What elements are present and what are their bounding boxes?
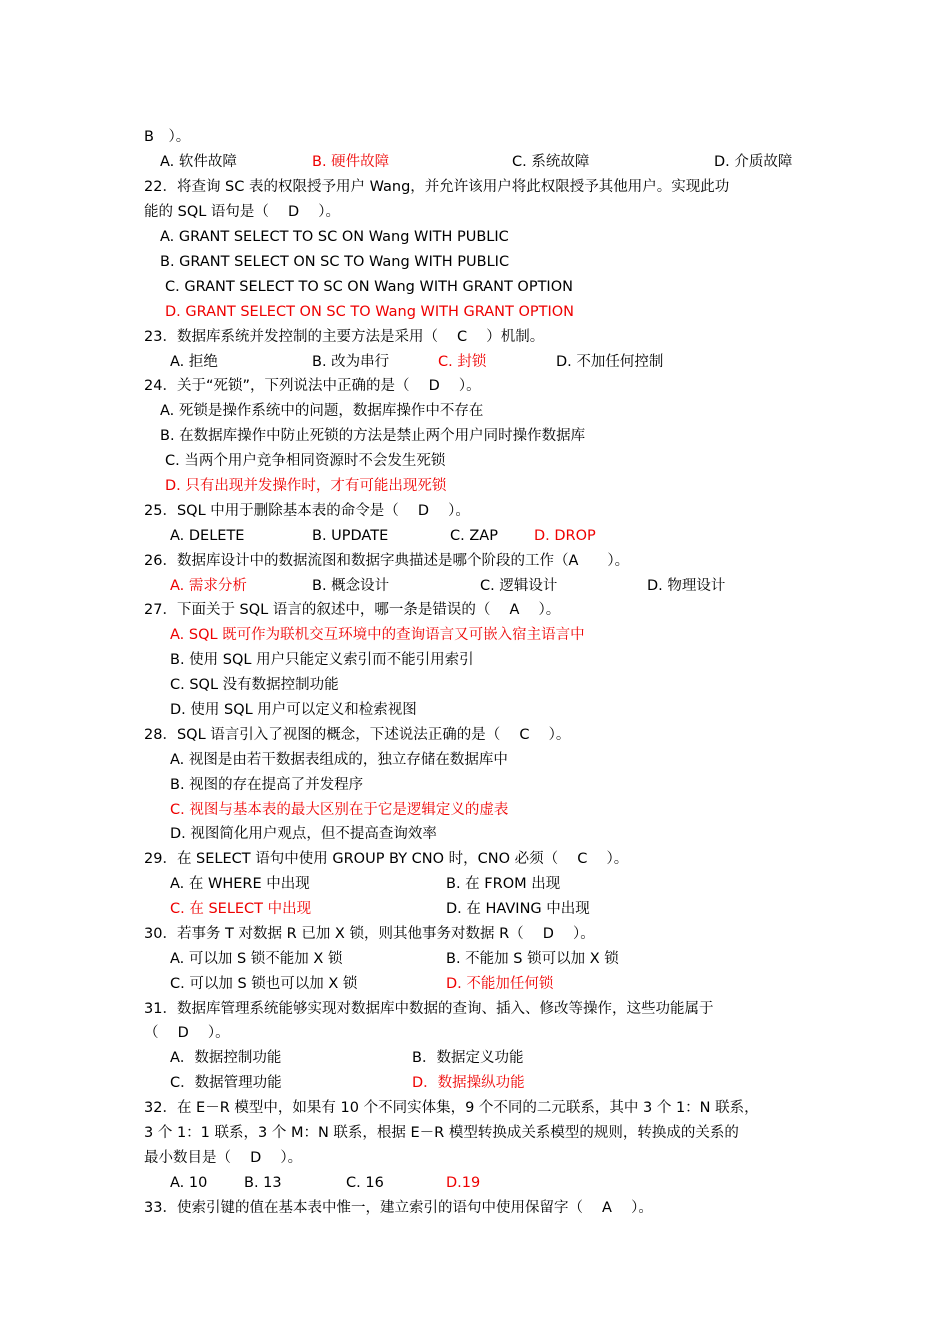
text-line bbox=[0, 225, 950, 250]
question-text: C．数据管理功能 bbox=[170, 1074, 282, 1091]
question-text: A．数据控制功能 bbox=[170, 1049, 282, 1066]
text-line bbox=[0, 897, 950, 922]
question-text: B. 在数据库操作中防止死锁的方法是禁止两个用户同时操作数据库 bbox=[160, 427, 586, 444]
question-text: C. 逻辑设计 bbox=[480, 577, 558, 594]
question-text: A. 死锁是操作系统中的问题，数据库操作中不存在 bbox=[160, 402, 484, 419]
answer-text: B. 硬件故障 bbox=[312, 153, 390, 170]
question-text: B. GRANT SELECT ON SC TO Wang WITH PUBLIC bbox=[160, 253, 510, 270]
question-text: A. GRANT SELECT TO SC ON Wang WITH PUBLIC bbox=[160, 228, 509, 245]
question-text: B．数据定义功能 bbox=[412, 1049, 524, 1066]
text-line bbox=[0, 549, 950, 574]
question-text: 31．数据库管理系统能够实现对数据库中数据的查询、插入、修改等操作，这些功能属于 bbox=[144, 1000, 714, 1017]
text-line bbox=[0, 1146, 950, 1171]
question-text: 3 个 1：1 联系，3 个 M：N 联系，根据 E－R 模型转换成关系模型的规则，转换成的关系的 bbox=[144, 1124, 739, 1141]
text-line bbox=[0, 798, 950, 823]
text-line bbox=[0, 424, 950, 449]
question-text: 33．使索引键的值在基本表中惟一，建立索引的语句中使用保留字（ A ）。 bbox=[144, 1199, 653, 1216]
question-text: C. 系统故障 bbox=[512, 153, 590, 170]
text-line bbox=[0, 822, 950, 847]
answer-text: A. 需求分析 bbox=[170, 577, 247, 594]
text-line bbox=[0, 623, 950, 648]
question-text: A. DELETE bbox=[170, 527, 245, 544]
question-text: 26．数据库设计中的数据流图和数据字典描述是哪个阶段的工作（A ）。 bbox=[144, 552, 630, 569]
question-text: B. UPDATE bbox=[312, 527, 389, 544]
text-line bbox=[0, 1071, 950, 1096]
answer-text: D. 不能加任何锁 bbox=[446, 975, 554, 992]
question-text: B. 视图的存在提高了并发程序 bbox=[170, 776, 364, 793]
text-line bbox=[0, 648, 950, 673]
question-text: A. 视图是由若干数据表组成的，独立存储在数据库中 bbox=[170, 751, 508, 768]
question-text: 29．在 SELECT 语句中使用 GROUP BY CNO 时，CNO 必须（ C ）。 bbox=[144, 850, 629, 867]
text-line bbox=[0, 598, 950, 623]
question-text: 能的 SQL 语句是（ D ）。 bbox=[144, 203, 341, 220]
text-line bbox=[0, 200, 950, 225]
question-text: A. 在 WHERE 中出现 bbox=[170, 875, 310, 892]
text-line bbox=[0, 175, 950, 200]
answer-text: C. 在 SELECT 中出现 bbox=[170, 900, 312, 917]
question-text: B. 使用 SQL 用户只能定义索引而不能引用索引 bbox=[170, 651, 474, 668]
question-text: 24．关于“死锁”，下列说法中正确的是（ D ）。 bbox=[144, 377, 481, 394]
answer-text: C. 视图与基本表的最大区别在于它是逻辑定义的虚表 bbox=[170, 801, 509, 818]
text-line bbox=[0, 399, 950, 424]
text-line bbox=[0, 374, 950, 399]
answer-text: C. 封锁 bbox=[438, 353, 487, 370]
question-text: B. 不能加 S 锁可以加 X 锁 bbox=[446, 950, 619, 967]
text-line bbox=[0, 1096, 950, 1121]
question-text: （ D ）。 bbox=[144, 1024, 230, 1041]
question-text: B. 改为串行 bbox=[312, 353, 390, 370]
text-line bbox=[0, 972, 950, 997]
question-text: B. 概念设计 bbox=[312, 577, 390, 594]
text-line bbox=[0, 922, 950, 947]
text-line bbox=[0, 947, 950, 972]
text-line bbox=[0, 275, 950, 300]
question-text: B ）。 bbox=[144, 128, 191, 145]
text-line bbox=[0, 1046, 950, 1071]
answer-text: D．数据操纵功能 bbox=[412, 1074, 525, 1091]
question-text: 23．数据库系统并发控制的主要方法是采用（ C ）机制。 bbox=[144, 328, 545, 345]
text-line bbox=[0, 325, 950, 350]
answer-text: D. GRANT SELECT ON SC TO Wang WITH GRANT OPTION bbox=[165, 303, 575, 320]
text-line bbox=[0, 847, 950, 872]
question-text: B. 在 FROM 出现 bbox=[446, 875, 561, 892]
question-text: D. 使用 SQL 用户可以定义和检索视图 bbox=[170, 701, 417, 718]
text-line bbox=[0, 872, 950, 897]
question-text: C. 当两个用户竞争相同资源时不会发生死锁 bbox=[165, 452, 446, 469]
answer-text: D. DROP bbox=[534, 527, 596, 544]
question-text: D. 视图简化用户观点，但不提高查询效率 bbox=[170, 825, 437, 842]
question-text: 30．若事务 T 对数据 R 已加 X 锁，则其他事务对数据 R（ D ）。 bbox=[144, 925, 595, 942]
text-line bbox=[0, 698, 950, 723]
text-line bbox=[0, 150, 950, 175]
text-line bbox=[0, 1021, 950, 1046]
text-line bbox=[0, 673, 950, 698]
text-line bbox=[0, 350, 950, 375]
question-text: D. 不加任何控制 bbox=[556, 353, 664, 370]
answer-text: A. SQL 既可作为联机交互环境中的查询语言又可嵌入宿主语言中 bbox=[170, 626, 585, 643]
question-text: 27．下面关于 SQL 语言的叙述中，哪一条是错误的（ A ）。 bbox=[144, 601, 561, 618]
question-text: C. 16 bbox=[346, 1174, 384, 1191]
question-text: C. GRANT SELECT TO SC ON Wang WITH GRANT OPTION bbox=[165, 278, 573, 295]
question-text: D. 物理设计 bbox=[647, 577, 726, 594]
text-line bbox=[0, 1171, 950, 1196]
answer-text: D.19 bbox=[446, 1174, 481, 1191]
question-text: 22．将查询 SC 表的权限授予用户 Wang，并允许该用户将此权限授予其他用户。实现此功 bbox=[144, 178, 730, 195]
text-line bbox=[0, 773, 950, 798]
text-line bbox=[0, 997, 950, 1022]
text-line bbox=[0, 748, 950, 773]
text-line bbox=[0, 723, 950, 748]
question-text: A. 10 bbox=[170, 1174, 208, 1191]
answer-text: D. 只有出现并发操作时，才有可能出现死锁 bbox=[165, 477, 447, 494]
text-line bbox=[0, 1121, 950, 1146]
question-text: C. SQL 没有数据控制功能 bbox=[170, 676, 339, 693]
text-line bbox=[0, 250, 950, 275]
text-line bbox=[0, 1196, 950, 1221]
text-line bbox=[0, 125, 950, 150]
question-text: 28．SQL 语言引入了视图的概念，下述说法正确的是（ C ）。 bbox=[144, 726, 571, 743]
question-text: C. ZAP bbox=[450, 527, 498, 544]
question-text: B. 13 bbox=[244, 1174, 282, 1191]
question-text: D. 介质故障 bbox=[714, 153, 793, 170]
question-text: 32．在 E－R 模型中，如果有 10 个不同实体集，9 个不同的二元联系，其中 3 个 1：N 联系， bbox=[144, 1099, 759, 1116]
question-text: A. 软件故障 bbox=[160, 153, 237, 170]
text-line bbox=[0, 300, 950, 325]
text-line bbox=[0, 574, 950, 599]
question-text: A. 拒绝 bbox=[170, 353, 218, 370]
question-text: 最小数目是（ D ）。 bbox=[144, 1149, 303, 1166]
text-line bbox=[0, 474, 950, 499]
question-text: D. 在 HAVING 中出现 bbox=[446, 900, 590, 917]
text-line bbox=[0, 499, 950, 524]
question-text: A. 可以加 S 锁不能加 X 锁 bbox=[170, 950, 343, 967]
question-text: C. 可以加 S 锁也可以加 X 锁 bbox=[170, 975, 358, 992]
text-line bbox=[0, 449, 950, 474]
text-line bbox=[0, 524, 950, 549]
question-text: 25．SQL 中用于删除基本表的命令是（ D ）。 bbox=[144, 502, 470, 519]
